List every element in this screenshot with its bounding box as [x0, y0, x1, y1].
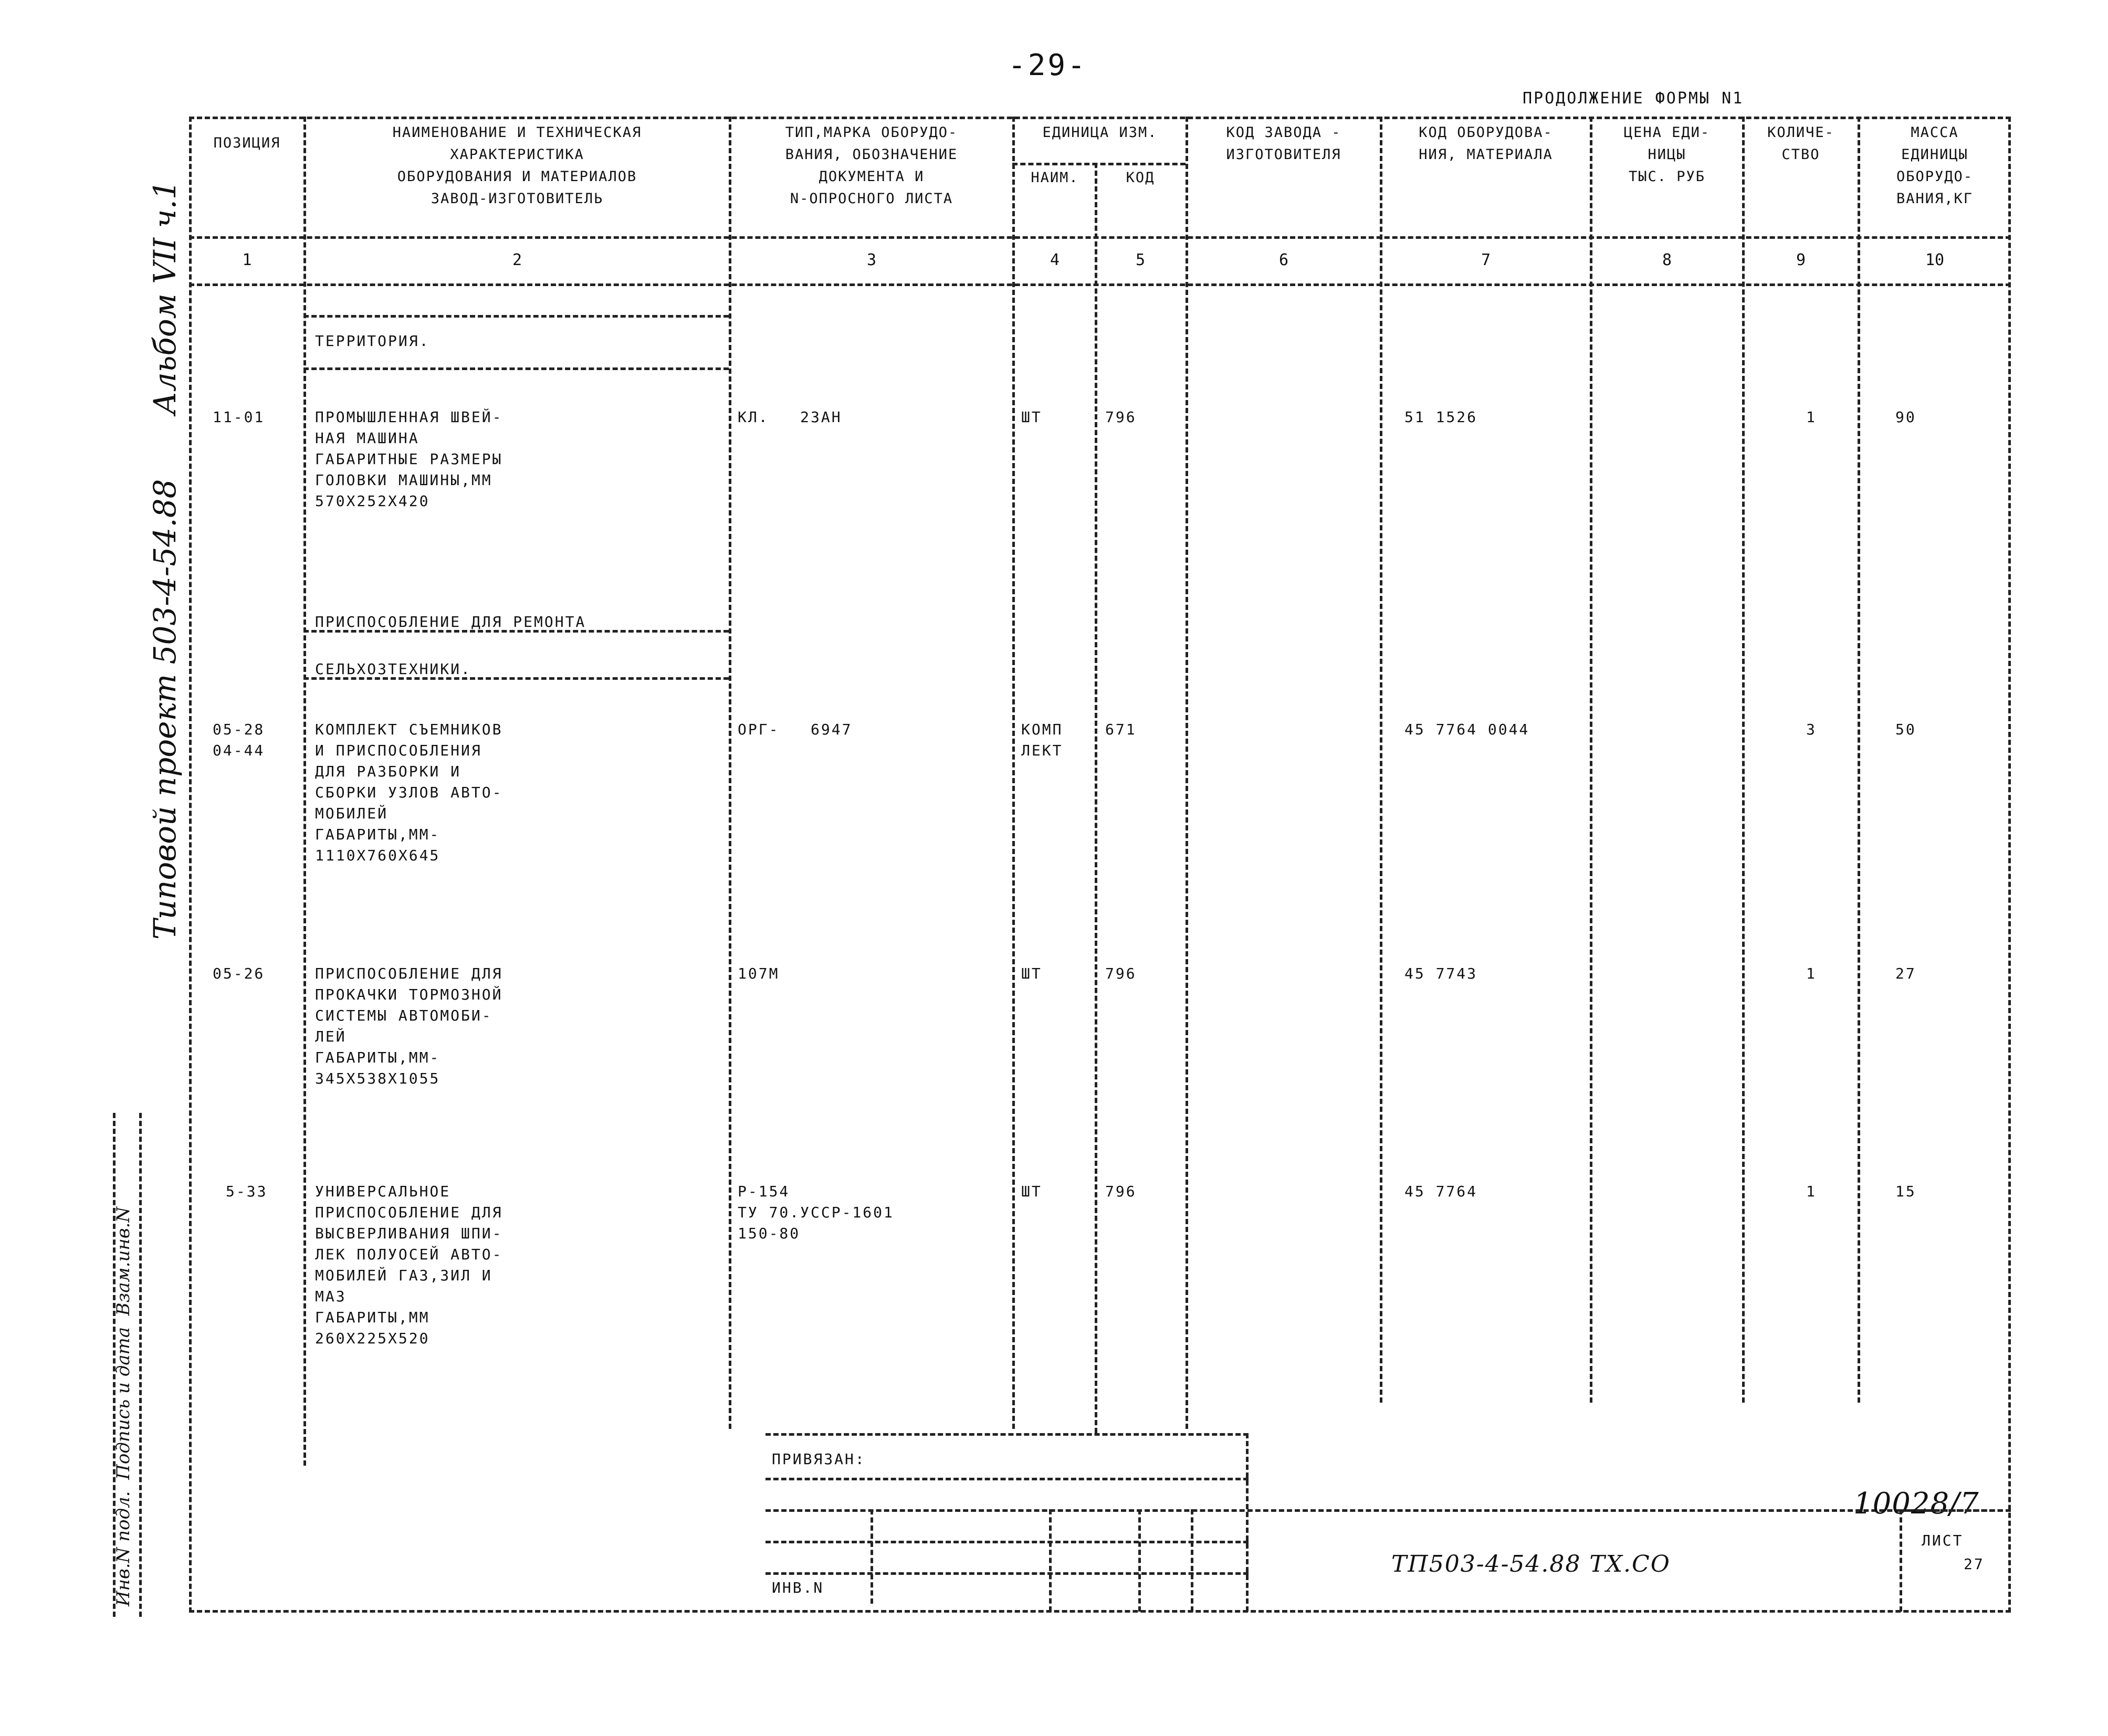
header-name: НАИМЕНОВАНИЕ И ТЕХНИЧЕСКАЯ ХАРАКТЕРИСТИКА ОБОРУДОВАНИЯ И МАТЕРИАЛОВ ЗАВОД-ИЗГОТОВИТЕЛЬ: [392, 124, 642, 207]
section-border: [303, 367, 729, 370]
row-3-unit-code: 796: [1105, 965, 1137, 982]
header-plant-code: КОД ЗАВОДА - ИЗГОТОВИТЕЛЯ: [1226, 124, 1341, 163]
stamp-attached-label: ПРИВЯЗАН:: [772, 1450, 866, 1468]
stamp-line: [765, 1433, 1249, 1436]
header-bottom-line: [189, 236, 2011, 239]
stamp-line: [1246, 1433, 1249, 1612]
order-number: 10028/7: [1853, 1487, 1979, 1521]
stamp-line: [1900, 1509, 2011, 1512]
row-2-unit: КОМП ЛЕКТ: [1021, 721, 1063, 759]
col-divider: [1742, 117, 1745, 1403]
col-divider: [1590, 117, 1592, 1403]
stamp-line: [765, 1541, 1249, 1543]
section-border: [303, 677, 729, 680]
col-number-1: 1: [242, 251, 252, 269]
margin-album: Альбом VII ч.1: [147, 180, 183, 415]
row-3-quantity: 1: [1806, 965, 1817, 982]
row-2-material-code: 45 7764 0044: [1404, 721, 1530, 738]
row-4-type: Р-154 ТУ 70.УССР-1601 150-80: [738, 1183, 894, 1242]
row-1-quantity: 1: [1806, 408, 1817, 426]
row-3-material-code: 45 7743: [1404, 965, 1478, 982]
row-3-unit: ШТ: [1021, 965, 1042, 982]
col-divider: [1858, 117, 1860, 1403]
row-1-material-code: 51 1526: [1404, 408, 1478, 426]
row-3-name: ПРИСПОСОБЛЕНИЕ ДЛЯ ПРОКАЧКИ ТОРМОЗНОЙ СИСТЕМЫ АВТОМОБИ- ЛЕЙ ГАБАРИТЫ,ММ- 345Х538Х1055: [315, 965, 503, 1087]
stamp-line: [871, 1509, 873, 1604]
unit-header-separator: [1012, 163, 1186, 165]
col-number-3: 3: [866, 251, 877, 269]
section-title-territory: ТЕРРИТОРИЯ.: [315, 332, 430, 350]
row-3-mass: 27: [1895, 965, 1916, 982]
row-2-name: КОМПЛЕКТ СЪЕМНИКОВ И ПРИСПОСОБЛЕНИЯ ДЛЯ РАЗБОРКИ И СБОРКИ УЗЛОВ АВТО- МОБИЛЕЙ ГАБАРИТЫ,ММ- 1110Х760Х645: [315, 721, 503, 864]
row-1-unit: ШТ: [1021, 408, 1042, 426]
col-number-5: 5: [1135, 251, 1146, 269]
margin-signature-labels: Инв.N подл. Подпись и дата Взам.инв.N: [113, 1206, 134, 1606]
page-number: -29-: [1008, 48, 1087, 82]
header-position: ПОЗИЦИЯ: [213, 135, 281, 151]
col-divider: [1012, 117, 1015, 1429]
col-divider: [1380, 117, 1382, 1403]
stamp-line: [1138, 1509, 1141, 1612]
sheet-label: ЛИСТ: [1922, 1532, 1964, 1549]
col-number-10: 10: [1925, 251, 1945, 269]
stamp-line: [1049, 1509, 1052, 1612]
col-number-9: 9: [1796, 251, 1806, 269]
row-2-quantity: 3: [1806, 721, 1817, 738]
row-4-name: УНИВЕРСАЛЬНОЕ ПРИСПОСОБЛЕНИЕ ДЛЯ ВЫСВЕРЛИВАНИЯ ШПИ- ЛЕК ПОЛУОСЕЙ АВТО- МОБИЛЕЙ ГАЗ,ЗИЛ И МАЗ ГАБАРИТЫ,ММ 260Х225Х520: [315, 1183, 503, 1347]
header-quantity: КОЛИЧЕ- СТВО: [1767, 124, 1834, 163]
section-border: [303, 630, 729, 633]
row-2-position: 05-28 04-44: [213, 721, 265, 759]
row-4-unit-code: 796: [1105, 1183, 1137, 1200]
section-border: [303, 315, 729, 318]
section-title-repair: ПРИСПОСОБЛЕНИЕ ДЛЯ РЕМОНТА СЕЛЬХОЗТЕХНИКИ.: [315, 613, 586, 678]
stamp-line: [1191, 1509, 1193, 1612]
row-2-type: ОРГ- 6947: [738, 721, 853, 738]
col-number-8: 8: [1662, 251, 1672, 269]
row-1-mass: 90: [1895, 408, 1916, 426]
header-unit: ЕДИНИЦА ИЗМ.: [1042, 124, 1158, 141]
col-divider: [1186, 117, 1188, 1429]
stamp-line: [765, 1509, 2011, 1512]
header-price: ЦЕНА ЕДИ- НИЦЫ ТЫС. РУБ: [1623, 124, 1711, 185]
row-1-unit-code: 796: [1105, 408, 1137, 426]
header-material-code: КОД ОБОРУДОВА- НИЯ, МАТЕРИАЛА: [1419, 124, 1553, 163]
col-number-2: 2: [512, 251, 522, 269]
stamp-inv-label: ИНВ.N: [772, 1579, 824, 1596]
col-divider: [729, 117, 731, 1429]
col-number-4: 4: [1050, 251, 1060, 269]
row-1-position: 11-01: [213, 408, 265, 426]
col-number-6: 6: [1278, 251, 1289, 269]
header-type: ТИП,МАРКА ОБОРУДО- ВАНИЯ, ОБОЗНАЧЕНИЕ ДОКУМЕНТА И N-ОПРОСНОГО ЛИСТА: [785, 124, 958, 207]
header-mass: МАССА ЕДИНИЦЫ ОБОРУДО- ВАНИЯ,КГ: [1896, 124, 1974, 207]
row-4-mass: 15: [1895, 1183, 1916, 1200]
row-4-unit: ШТ: [1021, 1183, 1042, 1200]
row-3-type: 107М: [738, 965, 780, 982]
row-4-material-code: 45 7764: [1404, 1183, 1478, 1200]
stamp-line: [765, 1478, 1249, 1480]
margin-stamp-line: [113, 1113, 116, 1617]
sheet-number: 27: [1964, 1555, 1985, 1573]
row-1-name: ПРОМЫШЛЕННАЯ ШВЕЙ- НАЯ МАШИНА ГАБАРИТНЫЕ РАЗМЕРЫ ГОЛОВКИ МАШИНЫ,ММ 570Х252Х420: [315, 408, 503, 510]
row-4-position: 5-33: [226, 1183, 268, 1200]
margin-project: Типовой проект 503-4-54.88: [147, 479, 183, 940]
stamp-line: [765, 1572, 1249, 1575]
form-continuation-label: ПРОДОЛЖЕНИЕ ФОРМЫ N1: [1523, 89, 1744, 108]
col-divider: [1095, 163, 1097, 1433]
row-3-position: 05-26: [213, 965, 265, 982]
col-divider: [303, 117, 306, 1466]
document-code: ТП503-4-54.88 ТХ.СО: [1391, 1551, 1671, 1577]
row-4-quantity: 1: [1806, 1183, 1817, 1200]
header-unit-name: НАИМ.: [1031, 170, 1079, 186]
col-number-7: 7: [1481, 251, 1491, 269]
header-unit-code: КОД: [1126, 170, 1155, 186]
row-2-mass: 50: [1895, 721, 1916, 738]
row-2-unit-code: 671: [1105, 721, 1137, 738]
column-number-line: [189, 283, 2011, 286]
stamp-line: [1900, 1509, 1902, 1612]
row-1-type: КЛ. 23АН: [738, 408, 842, 426]
margin-stamp-line: [139, 1113, 142, 1617]
